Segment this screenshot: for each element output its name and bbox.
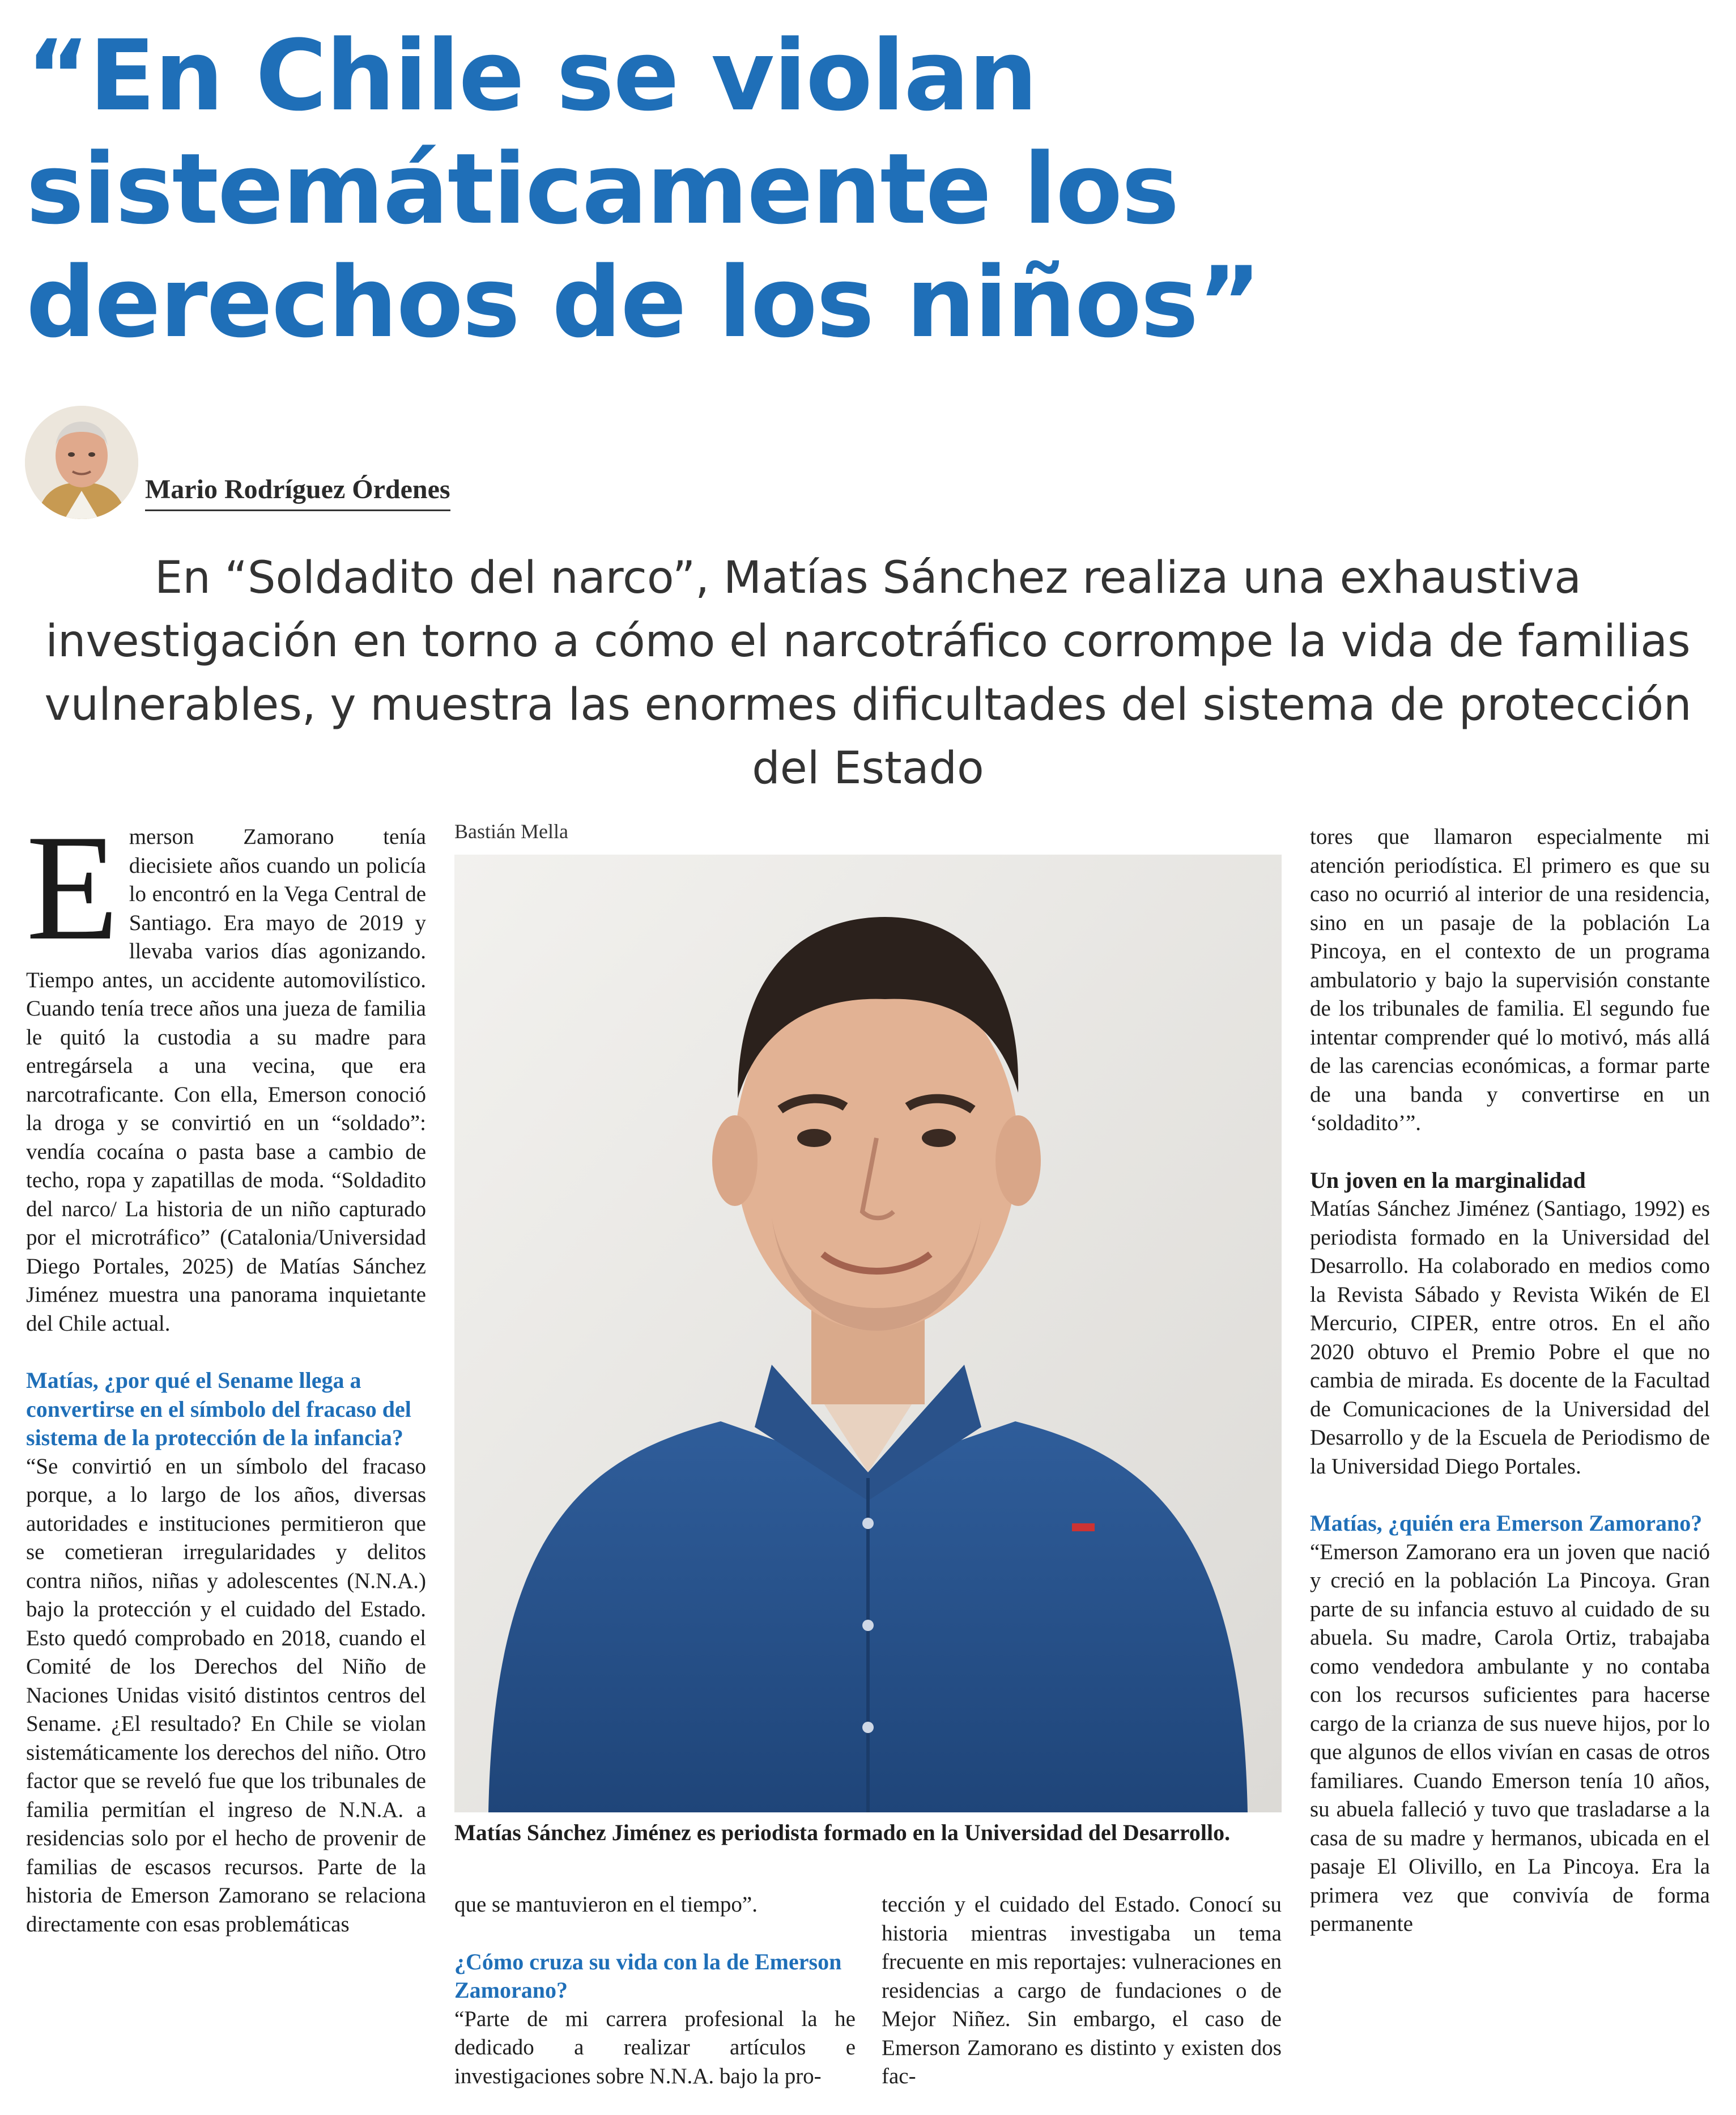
- article-column-1: [26, 803, 426, 1939]
- interview-question: ¿Cómo cruza su vida con la de Emerson Zamorano?: [454, 1948, 842, 2003]
- interview-question: Matías, ¿quién era Emerson Zamorano?: [1310, 1510, 1703, 1536]
- paragraph: “Emerson Zamorano era un joven que nació y creció en la población La Pincoya. Gran parte de su infancia estuvo al cuidado de su abuela. Su madre, Carola Ortiz, trabajaba como vendedora ambulante y no contaba con los recursos suficientes para hacerse cargo de la crianza de sus nueve hijos, por lo que algunos de ellos vivían en casas de otros familiares. Cuando Emerson tenía 10 años, su abuela falleció y tuvo que trasladarse a la casa de su madre y hermanos, ubicada en el pasaje El Olivillo, en La Pincoya. Era la primera vez que convivía de forma permanente: [1310, 1539, 1710, 1936]
- interview-question: Matías, ¿por qué el Sename llega a convertirse en el símbolo del fracaso del sistema de la protección de la infancia?: [26, 1367, 411, 1450]
- article-column-4: [1310, 823, 1710, 1939]
- author-byline: Mario Rodríguez Órdenes: [145, 474, 450, 511]
- photo-credit: Bastián Mella: [454, 820, 568, 843]
- article-column-2: [454, 1891, 856, 2091]
- paragraph: tores que llamaron especialmente mi atención periodística. El primero es que su caso no ocurrió al interior de una residencia, sino en un pasaje de la población La Pincoya, en el contexto de un programa ambulatorio y bajo la supervisión constante de los tribunales de familia. El segundo fue intentar comprender qué lo motivó, más allá de las carencias económicas, a formar parte de una banda y convertirse en un ‘soldadito’”.: [1310, 825, 1710, 1135]
- article-column-3: [882, 1891, 1282, 2091]
- paragraph: tección y el cuidado del Estado. Conocí su historia mientras investigaba un tema frecuente en mis reportajes: vulneraciones en residencias a cargo de fundaciones o de Mejor Niñez. Sin embargo, el caso de Emerson Zamorano es distinto y existen dos fac-: [882, 1892, 1282, 2088]
- author-avatar: [25, 406, 138, 519]
- paragraph: Matías Sánchez Jiménez (Santiago, 1992) es periodista formado en la Universidad del Desarrollo. Ha colaborado en medios como la Revista Sábado y Revista Wikén de El Mercurio, CIPER, entre otros. En el año 2020 obtuvo el Premio Pobre el que no cambia de mirada. Es docente de la Facultad de Comunicaciones de la Universidad del Desarrollo y de la Escuela de Periodismo de la Universidad Diego Portales.: [1310, 1196, 1710, 1479]
- main-photo: [454, 855, 1282, 1812]
- headline: “En Chile se violan sistemáticamente los derechos de los niños”: [26, 19, 1261, 359]
- author-portrait-illustration: [25, 406, 138, 519]
- section-subheading: Un joven en la marginalidad: [1310, 1167, 1586, 1193]
- paragraph: “Parte de mi carrera profesional la he dedicado a realizar artículos e investigaciones sobre N.N.A. bajo la pro-: [454, 2006, 856, 2088]
- drop-cap: E: [26, 803, 119, 971]
- paragraph: merson Zamorano tenía diecisiete años cuando un policía lo encontró en la Vega Central de Santiago. Era mayo de 2019 y llevaba varios días agonizando. Tiempo antes, un accidente automovilístico. Cuando tenía trece años una jueza de familia le quitó la custodia a su madre para entregársela a una vecina, que era narcotraficante. Con ella, Emerson conoció la droga y se convirtió en un “soldado”: vendía cocaína o pasta base a cambio de techo, ropa y zapatillas de moda. “Soldadito del narco/ La historia de un niño capturado por el microtráfico” (Catalonia/Universidad Diego Portales, 2025) de Matías Sánchez Jiménez muestra una panorama inquietante del Chile actual.: [26, 825, 426, 1336]
- article-deck: En “Soldadito del narco”, Matías Sánchez realiza una exhaustiva investigación en torno a cómo el narcotráfico corrompe la vida de familias vulnerables, y muestra las enormes dificultades del sistema de protección del Estado: [44, 553, 1692, 794]
- paragraph: “Se convirtió en un símbolo del fracaso porque, a lo largo de los años, diversas autoridades e instituciones permitieron que se cometieran irregularidades y delitos contra niños, niñas y adolescentes (N.N.A.) bajo la protección y el cuidado del Estado. Esto quedó comprobado en 2018, cuando el Comité de los Derechos del Niño de Naciones Unidas visitó distintos centros del Sename. ¿El resultado? En Chile se violan sistemáticamente los derechos del niño. Otro factor que se reveló fue que los tribunales de familia permitían el ingreso de N.N.A. a residencias solo por el hecho de provenir de familias de escasos recursos. Parte de la historia de Emerson Zamorano se relaciona directamente con esas problemáticas: [26, 1454, 426, 1936]
- paragraph: que se mantuvieron en el tiempo”.: [454, 1892, 758, 1917]
- portrait-illustration: [454, 855, 1282, 1812]
- photo-caption: Matías Sánchez Jiménez es periodista formado en la Universidad del Desarrollo.: [454, 1820, 1231, 1845]
